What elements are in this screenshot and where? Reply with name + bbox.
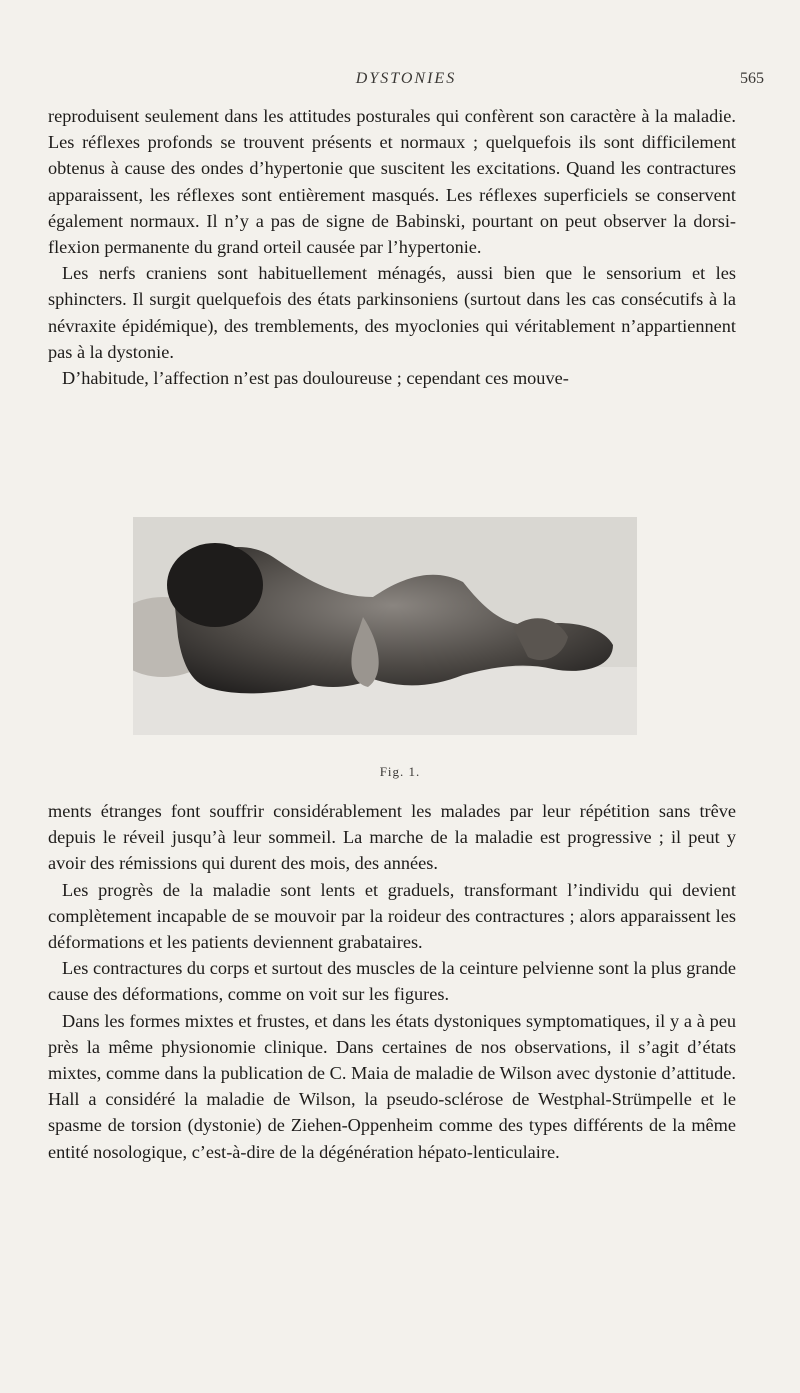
text-block-bottom	[48, 798, 736, 1165]
figure-photograph	[133, 517, 637, 735]
paragraph: Les contractures du corps et surtout des muscles de la ceinture pelvienne sont la plus grande cause des déformations, comme on voit sur les figures.	[48, 958, 736, 1005]
paragraph: Dans les formes mixtes et frustes, et dans les états dystoniques symptomatiques, il y a à peu près la même physionomie clinique. Dans certaines de nos observations, il s’agit d’états mixtes, comme dans la publication de C. Maia de maladie de Wilson avec dystonie d’attitude. Hall a considéré la maladie de Wilson, la pseudo-sclérose de Westphal-Strümpelle et le spasme de torsion (dystonie) de Ziehen-Oppenheim comme des types différents de la même entité nosologique, c’est-à-dire de la dégénération hépato-lenticulaire.	[48, 1010, 736, 1162]
patient-photo	[133, 517, 637, 735]
text-block-top	[48, 103, 736, 391]
paragraph: ments étranges font souffrir considérablement les malades par leur répétition sans trêve depuis le réveil jusqu’à leur sommeil. La marche de la maladie est progressive ; il peut y avoir des rémissions qui durent des mois, des années.	[48, 801, 736, 874]
paragraph: Les nerfs craniens sont habituellement ménagés, aussi bien que le sensorium et les sphincters. Il surgit quelquefois des états parkinsoniens (surtout dans les cas consécutifs à la névraxite épidémique), des tremblements, des myoclonies qui véritablement n’appartiennent pas à la dystonie.	[48, 263, 736, 362]
figure-caption: Fig. 1.	[379, 764, 421, 779]
running-head	[48, 70, 764, 94]
paragraph: Les progrès de la maladie sont lents et graduels, transformant l’individu qui devient complètement incapable de se mouvoir par la roideur des contractures ; alors apparaissent les déformations et les patients deviennent grabataires.	[48, 879, 736, 953]
paragraph: D’habitude, l’affection n’est pas douloureuse ; cependant ces mouve-	[62, 368, 569, 389]
running-title: DYSTONIES	[355, 70, 457, 87]
paragraph: reproduisent seulement dans les attitudes posturales qui confèrent son caractère à la maladie. Les réflexes profonds se trouvent présents et normaux ; quelquefois ils sont difficilement obtenus à cause des ondes d’hypertonie que suscitent les excitations. Quand les contractures apparaissent, les réflexes sont entièrement masqués. Les réflexes superficiels se conservent également normaux. Il n’y a pas de signe de Babinski, pourtant on peut observer la dorsi-flexion permanente du grand orteil causée par l’hypertonie.	[48, 106, 736, 258]
page-number: 565	[740, 70, 764, 87]
